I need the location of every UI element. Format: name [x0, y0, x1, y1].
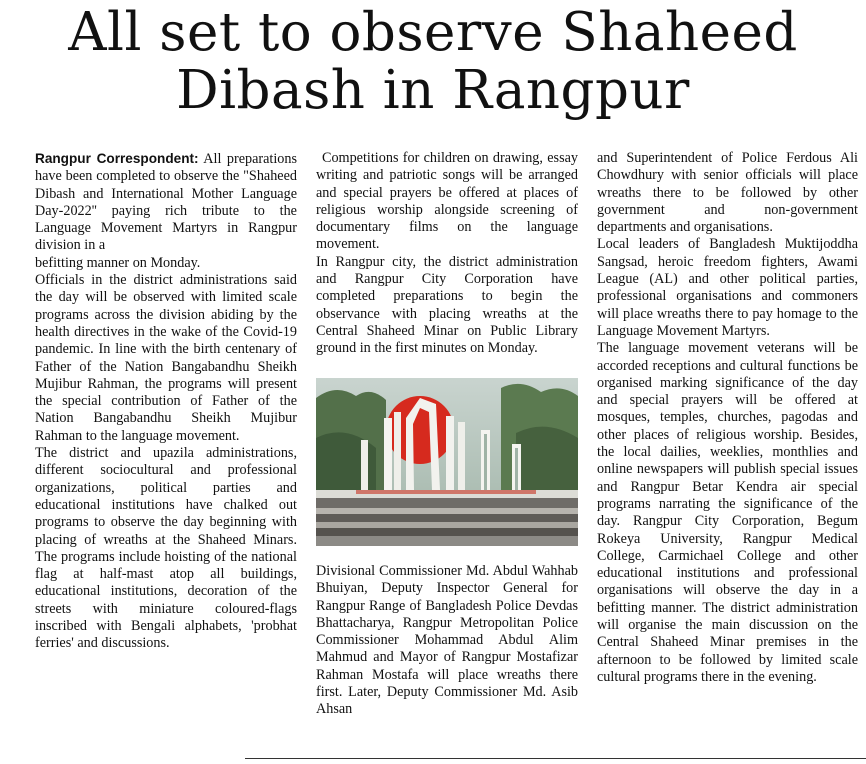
shaheed-minar-photo: [316, 378, 578, 546]
paragraph-programs: The district and upazila administrations, different sociocultural and professional organizations, political parties and educational institutions have chalked out programs to observe the day beginning with placing of wreaths at the Shaheed Minars. The programs include hoisting of the national flag at half-mast atop all buildings, educational institutions, decoration of the streets with miniature coloured-flags inscribed with Bengali alphabets, 'probhat ferries' and discussions.: [35, 445, 297, 652]
paragraph-rangpur-city: In Rangpur city, the district administration and Rangpur City Corporation have completed preparations to begin the observance with placing wreaths at the Central Shaheed Minar on Public Library ground in the first minutes on Monday.: [316, 253, 578, 357]
article-column-2-bottom: [316, 563, 578, 719]
headline-line-2: Dibash in Rangpur: [176, 60, 690, 121]
paragraph-officials: Officials in the district administrations said the day will be observed with limited scale programs across the division abiding by the health directives in the wake of the Covid-19 pandemic. In line with the birth centenary of Father of the Nation Bangabandhu Sheikh Mujibur Rahman, the programs will present the special contribution of Father of the Nation Bangabandhu Sheikh Mujibur Rahman to the language movement.: [35, 272, 297, 444]
paragraph-intro-tail: befitting manner on Monday.: [35, 254, 201, 271]
headline-line-1: All set to observe Shaheed: [68, 2, 798, 63]
intro-text: All preparations have been completed to observe the "Shaheed Dibash and International Mother Language Day-2022'' paying rich tribute to the Language Movement Martyrs in Rangpur division in a: [35, 151, 297, 254]
paragraph-intro: [35, 150, 297, 255]
paragraph-competitions: Competitions for children on drawing, essay writing and patriotic songs will be arranged and special prayers be offered at places of religious worship alongside screening of documentary films on the language movement.: [316, 150, 578, 253]
shaheed-minar-illustration: [316, 378, 578, 546]
byline: Rangpur Correspondent:: [35, 151, 199, 166]
paragraph-local-leaders: Local leaders of Bangladesh Muktijoddha Sangsad, heroic freedom fighters, Awami League (AL) and other political parties, professional organisations and commoners will place wreaths there to pay homage to the Language Movement Martyrs.: [597, 236, 858, 339]
article-column-2: [316, 150, 578, 358]
paragraph-superintendent: and Superintendent of Police Ferdous Ali Chowdhury with senior officials will place wreaths there to be followed by other government and non-government departments and organisations.: [597, 150, 858, 236]
headline: [0, 0, 866, 120]
article-column-1: [35, 150, 297, 653]
paragraph-officials-wreaths: Divisional Commissioner Md. Abdul Wahhab Bhuiyan, Deputy Inspector General for Rangpur Range of Bangladesh Police Devdas Bhattacharya, Rangpur Metropolitan Police Commissioner Mohammad Abdul Alim Mahmud and Mayor of Rangpur Mostafizar Rahman Mostafa will place wreaths there first. Later, Deputy Commissioner Md. Asib Ahsan: [316, 563, 578, 718]
paragraph-veterans: The language movement veterans will be accorded receptions and cultural functions be organised marking significance of the day and special prayers will be offered at mosques, temples, churches, pagodas and other places of religious worship. Besides, the local dailies, weeklies, monthlies and online newspapers will publish special issues and Rangpur Betar Kendra air special programs narrating the significance of the day. Rangpur City Corporation, Begum Rokeya University, Rangpur Medical College, Carmichael College and other educational institutions and professional organisations will observe the day in a befitting manner. The district administration will organise the main discussion on the Central Shaheed Minar premises in the afternoon to be followed by limited scale cultural programs there in the evening.: [597, 340, 858, 685]
article-column-3: [597, 150, 858, 686]
bottom-rule: [245, 758, 866, 759]
